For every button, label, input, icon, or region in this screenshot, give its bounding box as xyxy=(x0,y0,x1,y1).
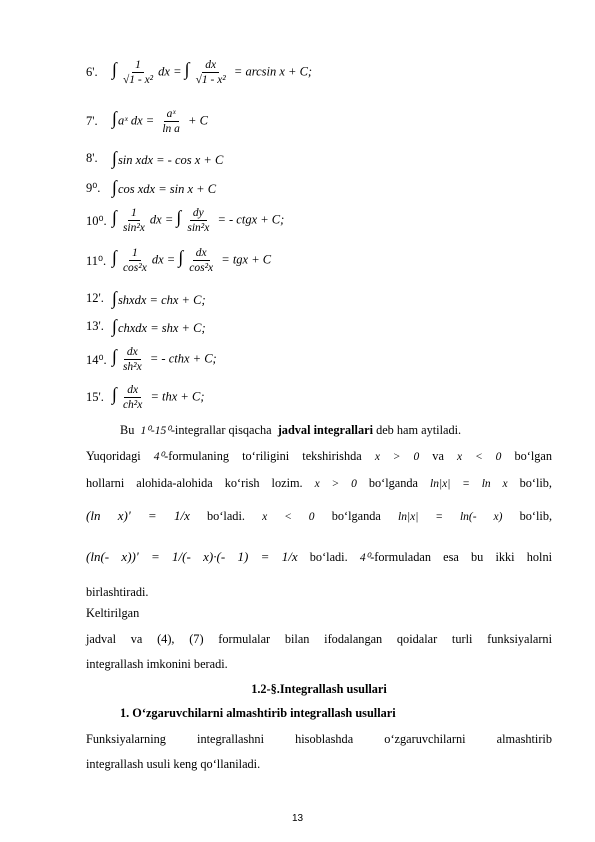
formula-number: 11⁰. xyxy=(86,253,107,268)
line-integrallash: integrallash imkonini beradi. xyxy=(86,657,228,671)
formula-number: 12'. xyxy=(86,291,104,305)
line-derivative-positive: (ln x)' = 1/x bo‘ladi. x < 0 bo‘lganda ln|x| = ln(- x) bo‘lib, xyxy=(86,508,553,523)
formula-expression: ∫shxdx = chx + C; xyxy=(112,288,206,308)
formula-12 xyxy=(86,288,206,309)
formula-expression: ∫ $\frac{1}{\text{cos²x}}$ dx = ∫ $\frac{dx}{\text{cos²x}}$ = tgx + C xyxy=(112,247,272,274)
page-number: 13 xyxy=(291,813,304,824)
formula-8 xyxy=(86,148,223,169)
formula-6 xyxy=(86,58,312,87)
formula-number: 14⁰. xyxy=(86,352,107,367)
section-title: 1.2-§.Integrallash usullari xyxy=(251,682,387,696)
line-keltirilgan: Keltirilgan xyxy=(86,606,140,620)
formula-11 xyxy=(86,246,271,275)
formula-expression: ∫cos xdx = sin x + C xyxy=(112,177,217,197)
subsection-title: 1. O‘zgaruvchilarni almashtirib integrallash usullari xyxy=(120,706,396,720)
line-derivative-negative: (ln(- x))' = 1/(- x)·(- 1) = 1/x bo‘ladi. 4⁰-formuladan esa bu ikki holni xyxy=(86,549,553,564)
formula-expression: ∫ $\frac{1}{\text{sin²x}}$ dx = ∫ $\frac{dy}{\text{sin²x}}$ = - ctgx + C; xyxy=(112,207,285,234)
formula-9 xyxy=(86,177,216,198)
formula-10 xyxy=(86,206,284,235)
line-jadval: jadval va (4), (7) formulalar bilan ifodalangan qoidalar turli funksiyalarni xyxy=(86,632,552,646)
formula-number: 8'. xyxy=(86,151,98,165)
formula-number: 15'. xyxy=(86,390,104,404)
formula-number: 6'. xyxy=(86,65,98,79)
formula-expression: ∫ $\frac{dx}{\text{ch²x}}$ = thx + C; xyxy=(112,384,205,411)
formula-expression: ∫chxdx = shx + C; xyxy=(112,316,206,336)
formula-expression: ∫ $\frac{dx}{\text{sh²x}}$ = - cthx + C; xyxy=(112,346,217,373)
formula-number: 10⁰. xyxy=(86,213,107,228)
formula-14 xyxy=(86,345,217,374)
line-funksiyalarning: Funksiyalarning integrallashni hisoblashda o‘zgaruvchilarni almashtirib xyxy=(86,732,552,746)
formula-number: 9⁰. xyxy=(86,180,101,195)
formula-number: 13'. xyxy=(86,319,104,333)
formula-number: 7'. xyxy=(86,114,98,128)
formula-expression: ∫ $\frac{1}{\text{√1 - x²}}$ dx = ∫ $\frac{dx}{\text{√1 - x²}}$ = arcsin x + C; xyxy=(112,59,313,86)
formula-15 xyxy=(86,383,205,412)
line-hollarni: hollarni alohida-alohida ko‘rish lozim. x > 0 bo‘lganda ln|x| = ln x bo‘lib, xyxy=(86,476,553,490)
formula-expression: ∫sin xdx = - cos x + C xyxy=(112,148,224,168)
line-yuqoridagi: Yuqoridagi 4⁰-formulaning to‘riligini tekshirishda x > 0 va x < 0 bo‘lgan xyxy=(86,449,553,463)
paragraph-jadval: Bu 1⁰-15⁰-integrallar qisqacha jadval integrallari deb ham aytiladi. xyxy=(120,423,462,437)
line-usuli: integrallash usuli keng qo‘llaniladi. xyxy=(86,757,261,771)
formula-13 xyxy=(86,316,206,337)
formula-expression: ∫aˣ dx = $\frac{\text{aˣ}}{\text{ln a}}$ + C xyxy=(112,108,208,135)
formula-7 xyxy=(86,107,208,136)
line-birlashtiradi: birlashtiradi. xyxy=(86,585,149,599)
